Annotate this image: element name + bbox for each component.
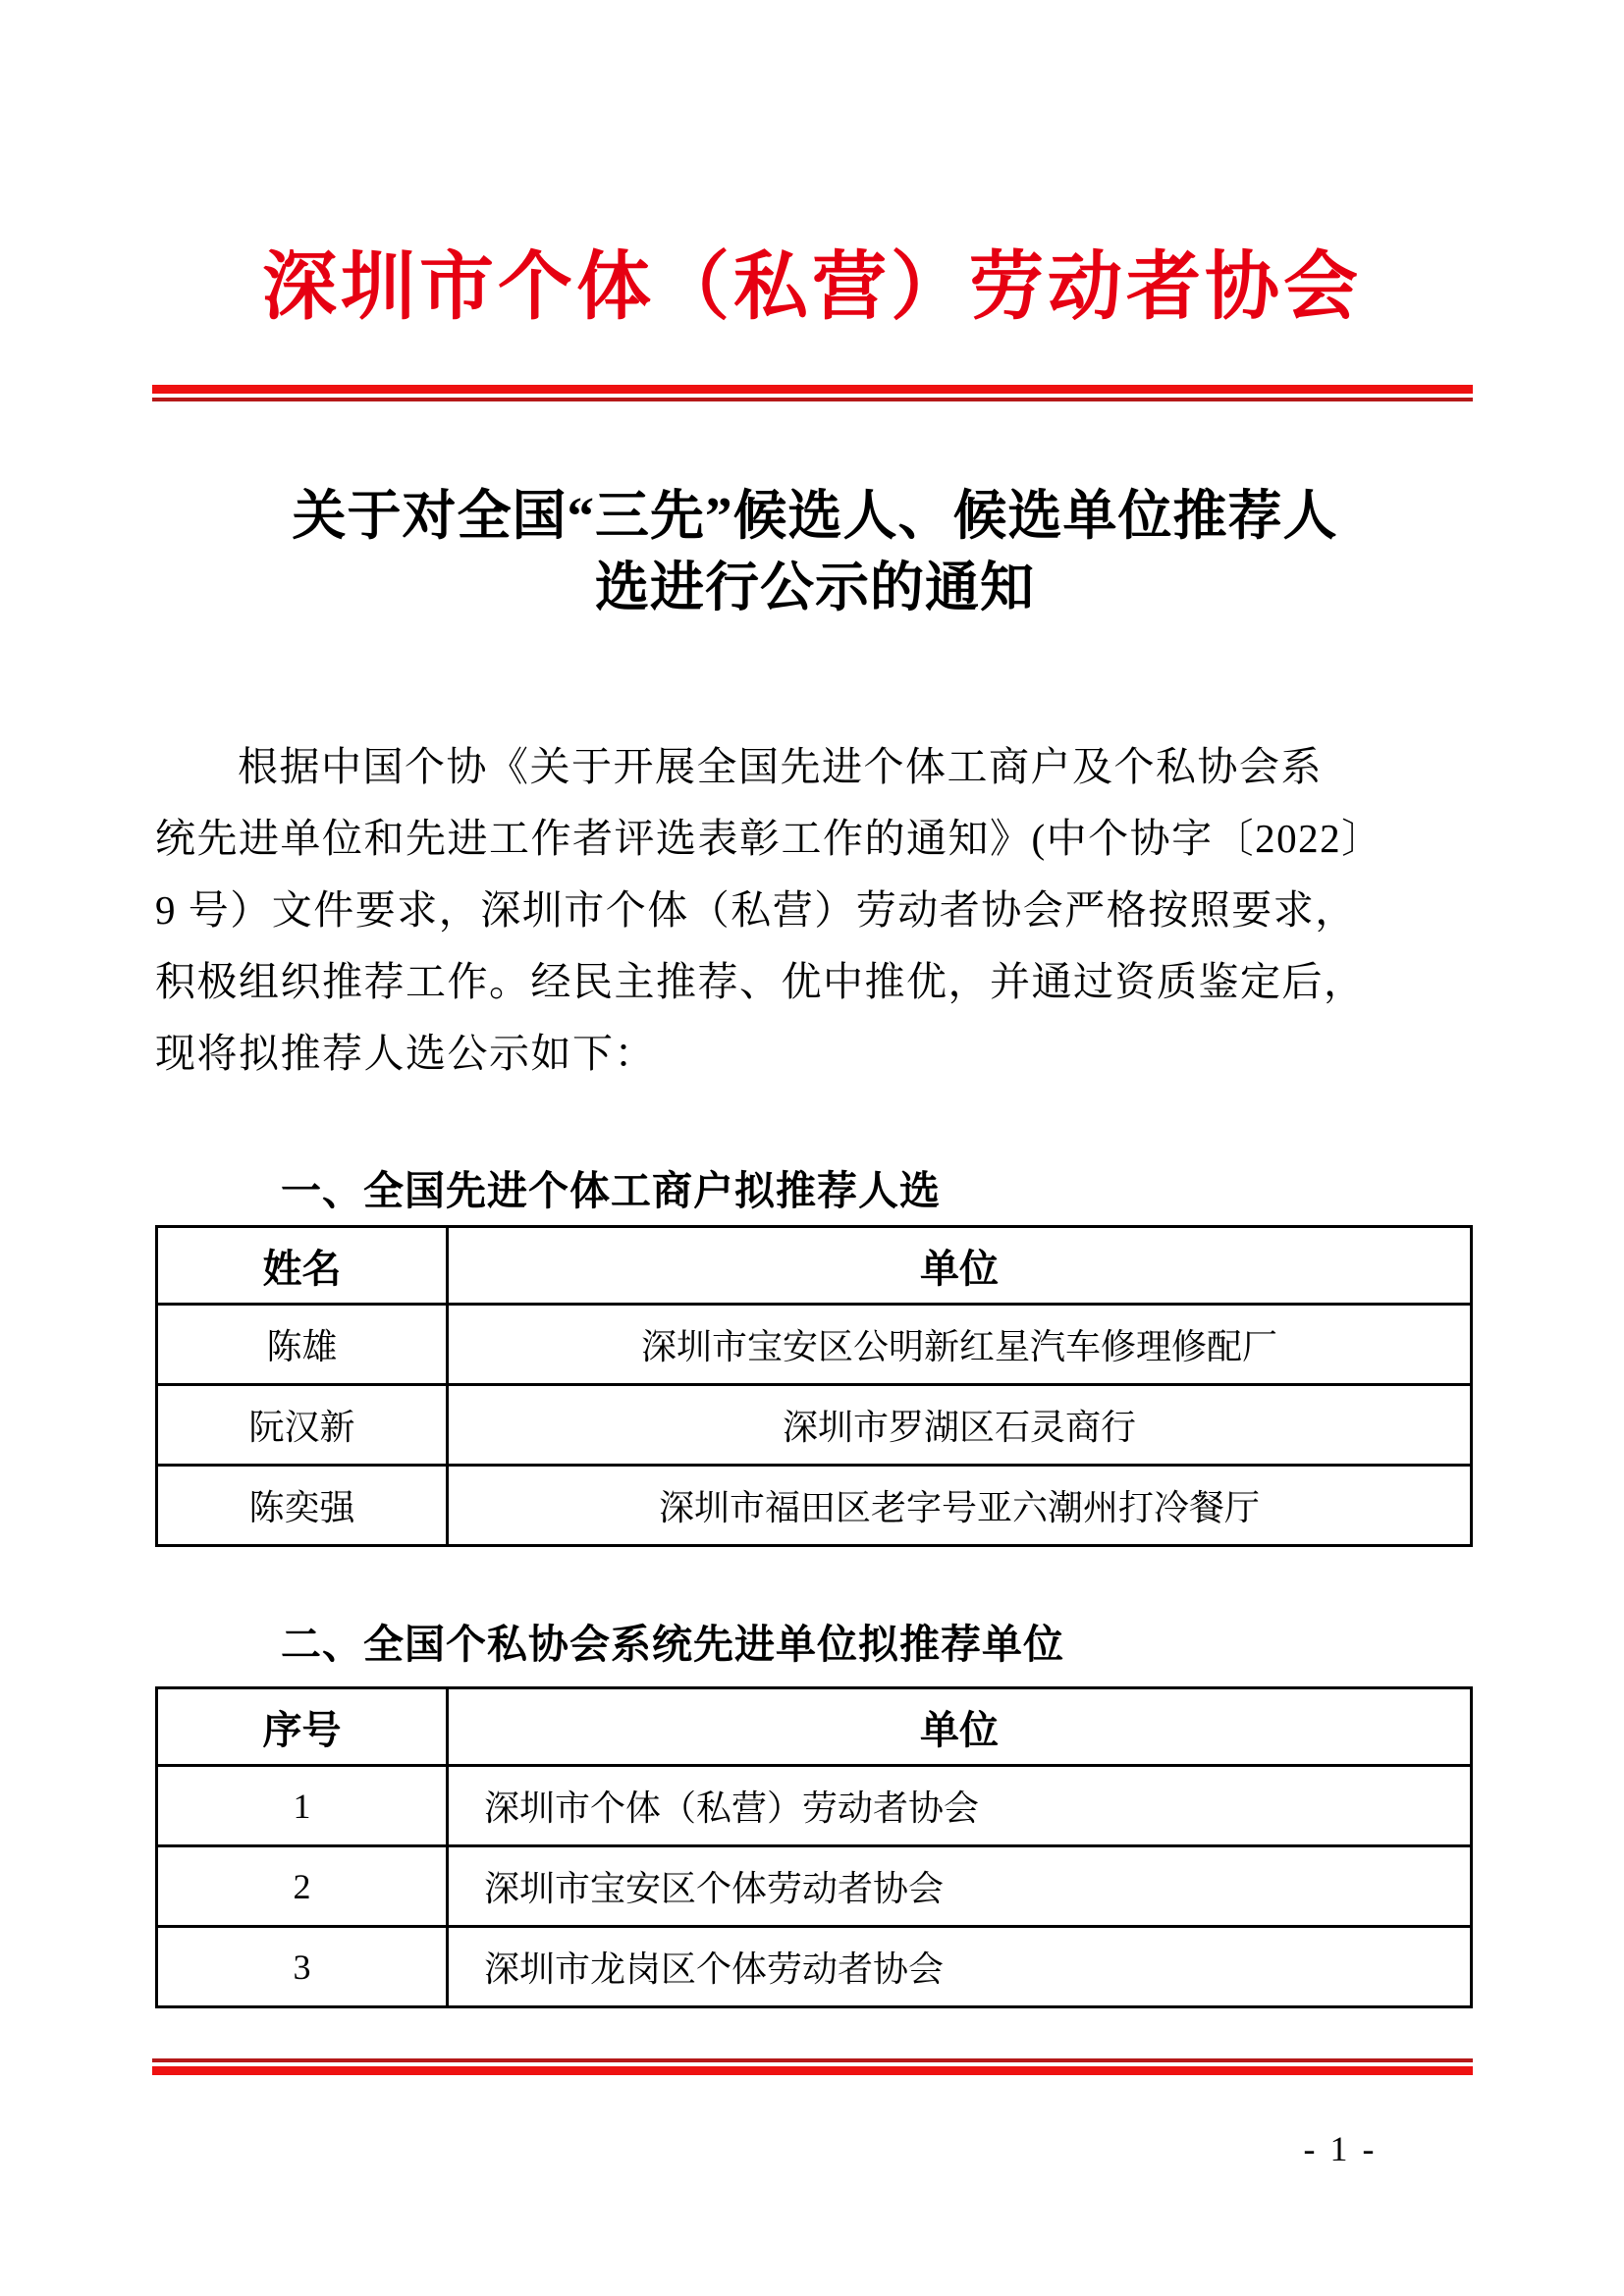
body-line: 9 号）文件要求，深圳市个体（私营）劳动者协会严格按照要求， (155, 887, 1357, 933)
table-row (157, 1846, 1472, 1927)
column-header-name: 姓名 (157, 1227, 448, 1305)
cell-index: 1 (157, 1766, 448, 1846)
cell-name: 陈奕强 (157, 1466, 448, 1546)
cell-name: 陈雄 (157, 1305, 448, 1385)
body-line: 积极组织推荐工作。经民主推荐、优中推优，并通过资质鉴定后， (155, 959, 1366, 1004)
body-line: 根据中国个协《关于开展全国先进个体工商户及个私协会系 (238, 744, 1323, 789)
document-title (187, 481, 1443, 623)
cell-unit: 深圳市宝安区个体劳动者协会 (448, 1846, 1472, 1927)
header-rule-thick (152, 385, 1473, 394)
cell-index: 2 (157, 1846, 448, 1927)
cell-unit: 深圳市个体（私营）劳动者协会 (448, 1766, 1472, 1846)
column-header-index: 序号 (157, 1688, 448, 1766)
section-heading-two: 二、全国个私协会系统先进单位拟推荐单位 (281, 1622, 1064, 1667)
cell-unit: 深圳市福田区老字号亚六潮州打冷餐厅 (448, 1466, 1472, 1546)
column-header-unit: 单位 (448, 1227, 1472, 1305)
table-row (157, 1466, 1472, 1546)
cell-index: 3 (157, 1927, 448, 2007)
table-row (157, 1305, 1472, 1385)
section-heading-one: 一、全国先进个体工商户拟推荐人选 (281, 1168, 941, 1213)
document-title-line-2: 选进行公示的通知 (594, 557, 1035, 617)
table-row (157, 1927, 1472, 2007)
header-rule (152, 385, 1473, 401)
table-row (157, 1385, 1472, 1466)
cell-unit: 深圳市罗湖区石灵商行 (448, 1385, 1472, 1466)
body-line: 现将拟推荐人选公示如下： (155, 1031, 656, 1076)
document-title-line-1: 关于对全国“三先”候选人、候选单位推荐人 (292, 486, 1338, 546)
organization-title: 深圳市个体（私营）劳动者协会 (262, 246, 1362, 329)
table-header-row (157, 1227, 1472, 1305)
table-row (157, 1766, 1472, 1846)
footer-rule (152, 2058, 1473, 2075)
recommended-individuals-table (155, 1225, 1473, 1547)
header-rule-thin (152, 398, 1473, 401)
footer-rule-thick (152, 2066, 1473, 2075)
masthead (0, 245, 1624, 331)
recommended-units-table (155, 1686, 1473, 2008)
cell-name: 阮汉新 (157, 1385, 448, 1466)
table-header-row (157, 1688, 1472, 1766)
body-paragraph (155, 731, 1471, 1090)
column-header-unit: 单位 (448, 1688, 1472, 1766)
cell-unit: 深圳市龙岗区个体劳动者协会 (448, 1927, 1472, 2007)
cell-unit: 深圳市宝安区公明新红星汽车修理修配厂 (448, 1305, 1472, 1385)
page-number: - 1 - (1303, 2129, 1378, 2168)
body-line: 统先进单位和先进工作者评选表彰工作的通知》(中个协字〔2022〕 (155, 816, 1383, 861)
